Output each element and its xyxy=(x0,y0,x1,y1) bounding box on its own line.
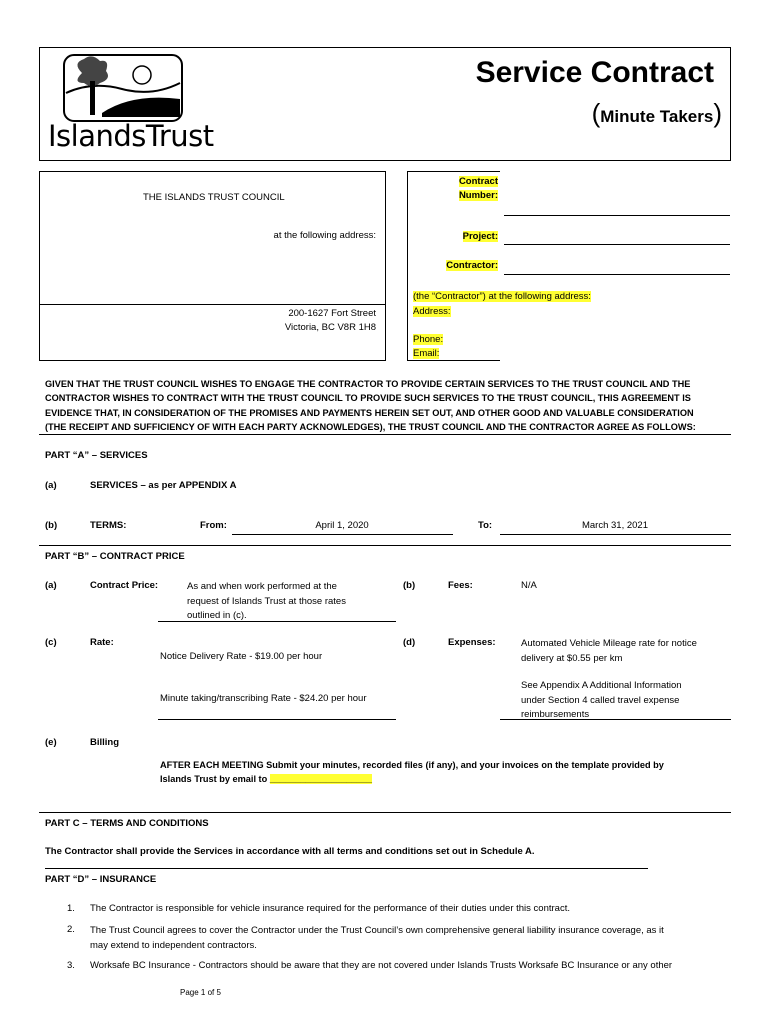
contract-price-line: outlined in (c). xyxy=(187,610,247,621)
contract-price-line: As and when work performed at the xyxy=(187,581,337,592)
expenses-label: Expenses: xyxy=(448,637,496,648)
billing-text-2-wrap xyxy=(160,774,372,784)
subtitle-paren-close: ) xyxy=(713,98,722,128)
contract-price-text xyxy=(187,580,346,624)
insurance-item-num: 3. xyxy=(67,960,75,971)
expenses-line: See Appendix A Additional Information xyxy=(521,680,682,691)
address-label: Address: xyxy=(413,306,451,317)
phone-label-wrap xyxy=(413,334,443,345)
part-b-heading: PART “B” – CONTRACT PRICE xyxy=(45,551,185,562)
council-at-address: at the following address: xyxy=(273,230,376,241)
expenses-line: Automated Vehicle Mileage rate for notice xyxy=(521,638,697,649)
contractor-address-intro-wrap xyxy=(413,291,591,302)
expenses-text-2 xyxy=(521,679,682,723)
part-c-underline xyxy=(45,868,648,869)
project-label-wrap xyxy=(420,231,498,242)
part-b-a-label: (a) xyxy=(45,580,57,591)
part-d-heading: PART “D” – INSURANCE xyxy=(45,874,157,885)
contract-number-label-line1: Contract xyxy=(458,176,498,187)
preamble-line: CONTRACTOR WISHES TO CONTRACT WITH THE TRUST COUNCIL TO PROVIDE SUCH SERVICES TO THE TRUST COUNCIL, THIS AGREEMENT IS xyxy=(45,393,691,404)
expenses-line: reimbursements xyxy=(521,709,590,720)
insurance-item-text: The Contractor is responsible for vehicle insurance required for the performance of their duties under this contract. xyxy=(90,903,570,914)
page-subtitle xyxy=(592,98,722,129)
subtitle-paren-open: ( xyxy=(591,98,601,128)
part-b-c-label: (c) xyxy=(45,637,57,648)
islands-trust-logo xyxy=(48,53,214,153)
council-address-line2: Victoria, BC V8R 1H8 xyxy=(284,322,376,333)
part-c-text: The Contractor shall provide the Services in accordance with all terms and conditions set out in Schedule A. xyxy=(45,846,535,857)
part-c-heading: PART C – TERMS AND CONDITIONS xyxy=(45,818,209,829)
council-address-line1: 200-1627 Fort Street xyxy=(288,308,376,319)
council-box-divider xyxy=(39,304,385,305)
preamble-line: EVIDENCE THAT, IN CONSIDERATION OF THE PROMISES AND PAYMENTS HEREIN SET OUT, AND OTHER GOOD AND VALUABLE CONSIDERATION xyxy=(45,407,694,418)
insurance-item-num: 1. xyxy=(67,903,75,914)
project-field[interactable] xyxy=(504,244,730,245)
contract-price-label: Contract Price: xyxy=(90,580,159,591)
rate-notice: Notice Delivery Rate - $19.00 per hour xyxy=(160,651,323,662)
fees-value: N/A xyxy=(521,580,537,591)
insurance-item-num: 2. xyxy=(67,924,75,935)
preamble-line: GIVEN THAT THE TRUST COUNCIL WISHES TO ENGAGE THE CONTRACTOR TO PROVIDE CERTAIN SERVICES TO THE TRUST COUNCIL AND THE xyxy=(45,379,691,389)
contractor-label-wrap xyxy=(420,260,498,271)
from-field[interactable] xyxy=(232,534,453,535)
preamble-line: (THE RECEIPT AND SUFFICIENCY OF WITH EACH PARTY ACKNOWLEDGES), THE TRUST COUNCIL AND THE CONTRACTOR AGREE AS FOLLOWS: xyxy=(45,422,696,433)
to-label: To: xyxy=(478,520,493,531)
project-label: Project: xyxy=(462,231,498,242)
contract-number-label-line2: Number: xyxy=(458,190,498,201)
rate-label: Rate: xyxy=(90,637,114,648)
expenses-field[interactable] xyxy=(500,719,731,720)
divider xyxy=(39,545,731,546)
contract-number-field[interactable] xyxy=(504,215,730,216)
phone-label: Phone: xyxy=(413,334,444,345)
part-a-services: SERVICES – as per APPENDIX A xyxy=(90,480,237,491)
part-a-a-label: (a) xyxy=(45,480,57,491)
contract-price-line: request of Islands Trust at those rates xyxy=(187,595,346,607)
part-a-heading: PART “A” – SERVICES xyxy=(45,450,148,461)
email-label: Email: xyxy=(413,348,440,359)
from-label: From: xyxy=(200,520,227,531)
part-b-d-label: (d) xyxy=(403,637,416,648)
email-label-wrap xyxy=(413,348,439,359)
divider xyxy=(39,434,731,435)
billing-text-2: Islands Trust by email to xyxy=(160,774,268,784)
preamble xyxy=(45,377,735,435)
contractor-address-intro: (the “Contractor”) at the following address: xyxy=(413,291,591,302)
to-field[interactable] xyxy=(500,534,731,535)
page-title: Service Contract xyxy=(475,56,714,89)
rate-field[interactable] xyxy=(158,719,396,720)
contract-number-label xyxy=(420,175,498,203)
part-b-e-label: (e) xyxy=(45,737,57,748)
council-name: THE ISLANDS TRUST COUNCIL xyxy=(143,192,285,203)
contractor-field[interactable] xyxy=(504,274,730,275)
subtitle-text: Minute Takers xyxy=(600,107,714,126)
billing-label: Billing xyxy=(90,737,120,748)
fees-label: Fees: xyxy=(448,580,473,591)
insurance-item-text xyxy=(90,924,664,953)
address-label-wrap xyxy=(413,306,451,317)
contractor-label: Contractor: xyxy=(446,260,498,271)
rate-minute: Minute taking/transcribing Rate - $24.20 per hour xyxy=(160,693,367,704)
expenses-line: delivery at $0.55 per km xyxy=(521,652,623,664)
page-number: Page 1 of 5 xyxy=(180,988,221,997)
logo-text: IslandsTrust xyxy=(48,119,214,153)
insurance-item-line: may extend to independent contractors. xyxy=(90,939,257,951)
terms-label: TERMS: xyxy=(90,520,127,531)
insurance-item-text: Worksafe BC Insurance - Contractors should be aware that they are not covered under Islands Trusts Worksafe BC Insurance or any other xyxy=(90,960,673,971)
part-b-b-label: (b) xyxy=(403,580,416,591)
divider xyxy=(39,812,731,813)
billing-text-1: AFTER EACH MEETING Submit your minutes, recorded files (if any), and your invoices on the template provided by xyxy=(160,760,664,770)
to-value: March 31, 2021 xyxy=(581,520,648,531)
insurance-item-line: The Trust Council agrees to cover the Contractor under the Trust Council’s own comprehensive general liability insurance coverage, as it xyxy=(90,925,664,936)
expenses-line: under Section 4 called travel expense xyxy=(521,694,680,706)
from-value: April 1, 2020 xyxy=(315,520,369,531)
expenses-text-1 xyxy=(521,637,697,666)
contract-price-field[interactable] xyxy=(158,621,396,622)
part-a-b-label: (b) xyxy=(45,520,58,531)
tree-landscape-icon xyxy=(62,53,184,125)
billing-email-blank[interactable]: ____________________ xyxy=(269,774,372,784)
